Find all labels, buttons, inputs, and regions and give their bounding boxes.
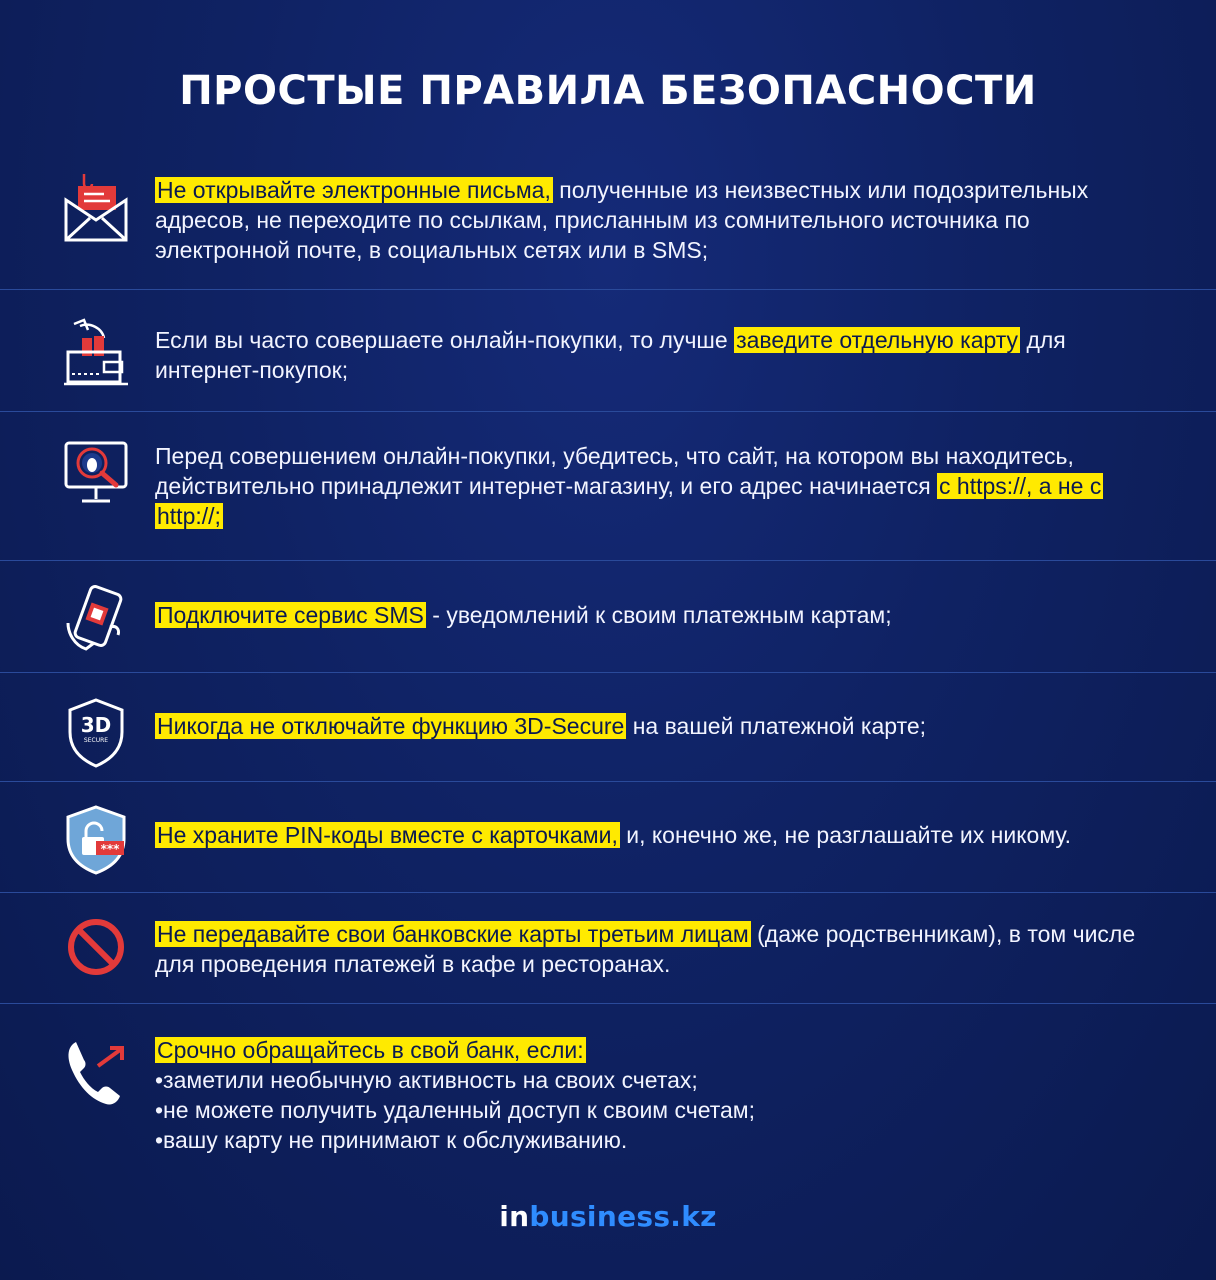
bullet-item: •не можете получить удаленный доступ к своим счетам; <box>155 1097 756 1123</box>
divider <box>0 1003 1216 1004</box>
logo-part-business: business.kz <box>529 1200 717 1233</box>
prohibited-icon <box>60 911 132 983</box>
monitor-bug-search-icon <box>60 437 132 509</box>
wallet-card-icon <box>60 316 132 388</box>
rule-text-1 <box>155 175 1165 265</box>
rule-text-8 <box>155 1035 1165 1155</box>
3d-secure-shield-icon <box>60 696 132 768</box>
rule-body: и, конечно же, не разглашайте их никому. <box>619 822 1071 848</box>
divider <box>0 560 1216 561</box>
rule-highlight: Никогда не отключайте функцию 3D-Secure <box>157 713 625 739</box>
rule-text-6 <box>155 820 1165 850</box>
rule-body: (даже родственникам), в том числе для проведения платежей в кафе и ресторанах. <box>155 921 1136 977</box>
divider <box>0 781 1216 782</box>
divider <box>0 411 1216 412</box>
rule-text-7 <box>155 919 1165 979</box>
divider <box>0 672 1216 673</box>
rule-highlight: Подключите сервис SMS <box>157 602 424 628</box>
inbusiness-logo[interactable] <box>0 1200 1216 1233</box>
rule-text-4 <box>155 600 1165 630</box>
shield-label: 3D <box>80 713 112 737</box>
rule-body: - уведомлений к своим платежным картам; <box>425 602 892 628</box>
rule-text-3 <box>155 441 1165 531</box>
rule-highlight: Не открывайте электронные письма, <box>157 177 551 203</box>
shield-sublabel: SECURE <box>83 737 109 744</box>
rule-body: на вашей платежной карте; <box>626 713 927 739</box>
rule-body: полученные из неизвестных или подозрительных адресов, не переходите по ссылкам, присланным из сомнительного источника по электронной почте, в социальных сетях или в SMS; <box>155 177 1089 263</box>
logo-part-in: in <box>499 1200 530 1233</box>
pin-label: *** <box>100 842 120 856</box>
rule-highlight: с https://, а не с http://; <box>157 473 1102 529</box>
rule-text-2 <box>155 325 1165 385</box>
rule-body-before: Перед совершением онлайн-покупки, убедитесь, что сайт, на котором вы находитесь, действительно принадлежит интернет-магазину, и его адрес начинается <box>155 443 1074 499</box>
rule-body-before: Если вы часто совершаете онлайн-покупки, то лучше <box>155 327 735 353</box>
rule-highlight: Срочно обращайтесь в свой банк, если: <box>157 1037 584 1063</box>
page-title: ПРОСТЫЕ ПРАВИЛА БЕЗОПАСНОСТИ <box>179 68 1037 114</box>
rule-highlight: заведите отдельную карту <box>736 327 1019 353</box>
rule-text-5 <box>155 711 1165 741</box>
divider <box>0 892 1216 893</box>
shield-lock-pin-icon <box>60 803 132 875</box>
phone-sms-icon <box>60 583 132 655</box>
bullet-item: •заметили необычную активность на своих счетах; <box>155 1067 698 1093</box>
bullet-item: •вашу карту не принимают к обслуживанию. <box>155 1127 628 1153</box>
rule-highlight: Не храните PIN-коды вместе с карточками, <box>157 822 618 848</box>
divider <box>0 289 1216 290</box>
rule-highlight: Не передавайте свои банковские карты третьим лицам <box>157 921 749 947</box>
phishing-email-icon <box>60 170 132 242</box>
rule-body: для интернет-покупок; <box>155 327 1066 383</box>
phone-call-icon <box>60 1036 132 1108</box>
